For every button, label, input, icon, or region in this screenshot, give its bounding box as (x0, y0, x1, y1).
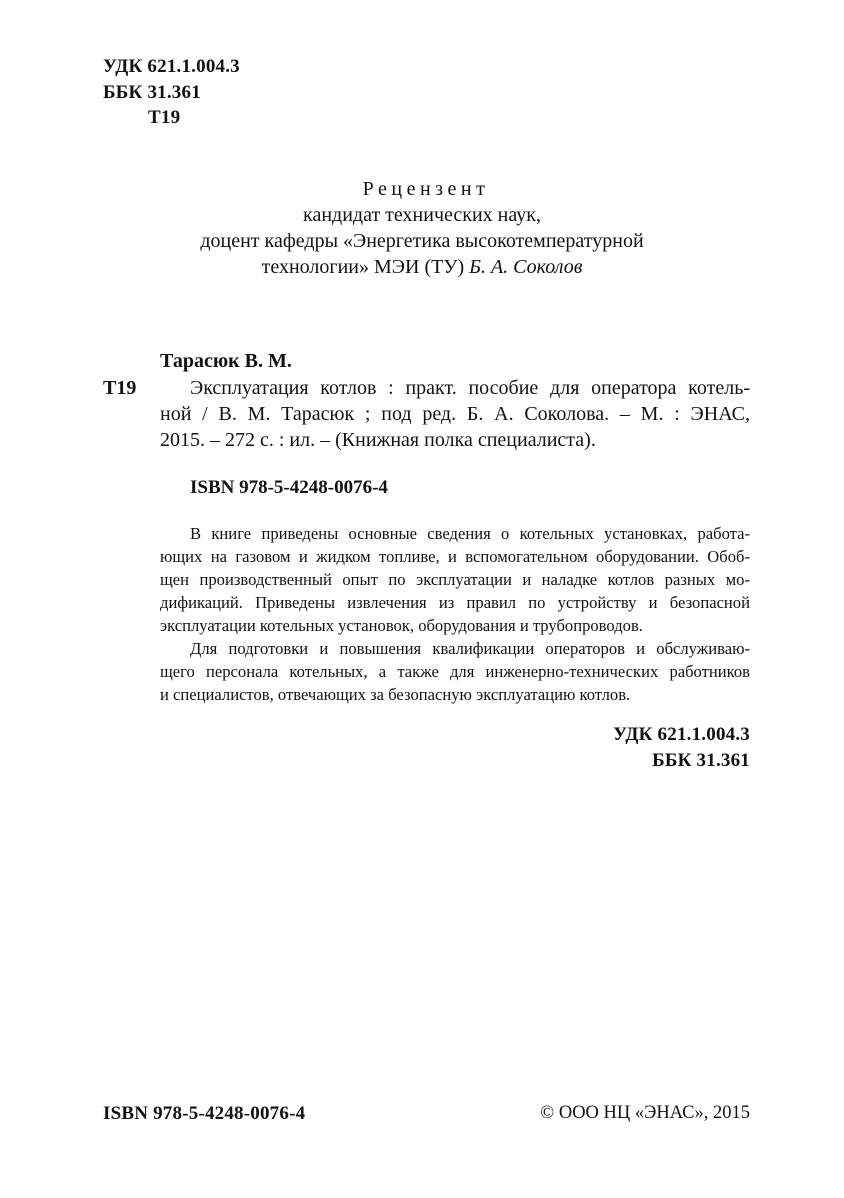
annotation-line-3: щен производственный опыт по эксплуатации и наладке котлов разных мо- (160, 570, 750, 589)
book-author: Тарасюк В. М. (160, 350, 292, 372)
copyright: © ООО НЦ «ЭНАС», 2015 (540, 1103, 750, 1123)
reviewer-position: доцент кафедры «Энергетика высокотемпературной (200, 230, 644, 252)
reviewer-heading: Рецензент (362, 178, 490, 200)
annotation-line-4: дификаций. Приведены извлечения из правил по устройству и безопасной (160, 593, 750, 612)
reviewer-affiliation-text: технологии» МЭИ (ТУ) (261, 256, 470, 278)
annotation-line-8: и специалистов, отвечающих за безопасную эксплуатацию котлов. (160, 685, 631, 704)
isbn-main: ISBN 978-5-4248-0076-4 (190, 477, 388, 498)
udk-code-top: УДК 621.1.004.3 (103, 56, 240, 77)
annotation-line-2: ющих на газовом и жидком топливе, и вспомогательном оборудовании. Обоб- (160, 547, 750, 566)
bib-line-1: Эксплуатация котлов : практ. пособие для оператора котель- (190, 377, 750, 399)
annotation-line-1: В книге приведены основные сведения о котельных установках, работа- (190, 524, 750, 543)
bbk-code-bottom: ББК 31.361 (652, 750, 750, 771)
annotation-line-7: щего персонала котельных, а также для инженерно-технических работников (160, 662, 750, 681)
udk-code-bottom: УДК 621.1.004.3 (613, 724, 750, 745)
annotation-line-5: эксплуатации котельных установок, оборудования и трубопроводов. (160, 616, 643, 635)
author-mark-top: Т19 (148, 107, 181, 128)
bib-line-3: 2015. – 272 с. : ил. – (Книжная полка специалиста). (160, 429, 596, 451)
isbn-footer: ISBN 978-5-4248-0076-4 (103, 1103, 306, 1124)
bib-line-2: ной / В. М. Тарасюк ; под ред. Б. А. Соколова. – М. : ЭНАС, (160, 403, 750, 425)
reviewer-affiliation (0, 256, 844, 279)
reviewer-degree: кандидат технических наук, (303, 204, 541, 226)
annotation-line-6: Для подготовки и повышения квалификации операторов и обслуживаю- (190, 639, 750, 658)
reviewer-name: Б. А. Соколов (469, 256, 583, 278)
author-mark: Т19 (103, 377, 137, 399)
bbk-code-top: ББК 31.361 (103, 82, 201, 103)
